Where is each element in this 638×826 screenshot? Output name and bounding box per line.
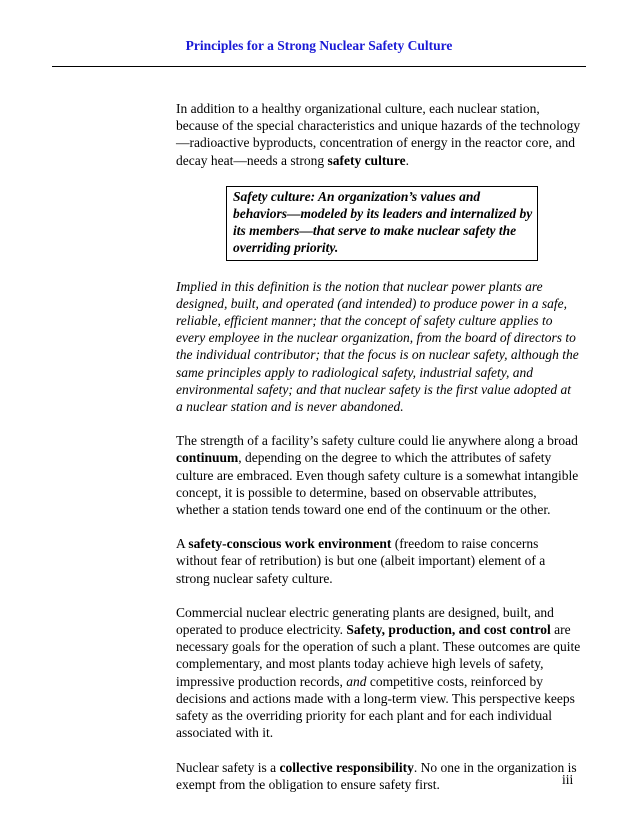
continuum-bold-term: continuum xyxy=(176,450,239,466)
goals-text-b: are necessary goals for the operation of such a plant. These outcomes are quite complementary, and most plants today achieve high levels of safety, impressive production records, xyxy=(176,622,581,689)
continuum-text-a: The strength of a facility’s safety culture could lie anywhere along a broad xyxy=(176,433,578,449)
goals-italic-term: and xyxy=(346,673,367,689)
continuum-paragraph xyxy=(176,432,581,518)
page-number: iii xyxy=(562,772,574,787)
responsibility-bold-term: collective responsibility xyxy=(279,759,414,775)
work-env-text-b: (freedom to raise concerns without fear of retribution) is but one (albeit important) element of a strong nuclear safety culture. xyxy=(176,536,546,586)
intro-tail: . xyxy=(405,152,409,168)
intro-text: In addition to a healthy organizational culture, each nuclear station, because of the special characteristics and unique hazards of the technology—radioactive byproducts, concentration of energy in the reactor core, and decay heat—needs a strong xyxy=(176,101,581,168)
work-env-bold-term: safety-conscious work environment xyxy=(188,536,392,552)
goals-text-c: competitive costs, reinforced by decisions and actions made with a long-term view. This perspective keeps safety as the overriding priority for each plant and for each individual associated with it. xyxy=(176,673,575,741)
work-env-text-a: A xyxy=(176,536,189,552)
page-body xyxy=(176,100,581,810)
goals-bold-term: Safety, production, and cost control xyxy=(346,622,551,638)
responsibility-paragraph xyxy=(176,759,581,793)
implication-paragraph: Implied in this definition is the notion that nuclear power plants are designed, built, and operated (and intended) to produce power in a safe, reliable, efficient manner; that the concept of safety culture applies to every employee in the nuclear organization, from the board of directors to the individual contributor; that the focus is on nuclear safety, although the same principles apply to radiological safety, industrial safety, and environmental safety; and that nuclear safety is the first value adopted at a nuclear station and is never abandoned. xyxy=(176,278,579,415)
goals-paragraph xyxy=(176,604,581,742)
work-environment-paragraph xyxy=(176,535,581,587)
intro-paragraph xyxy=(176,100,581,169)
definition-box: Safety culture: An organization’s values and behaviors—modeled by its leaders and internalized by its members—that serve to make nuclear safety the overriding priority. xyxy=(226,186,538,261)
header-rule xyxy=(52,66,586,67)
intro-bold-term: safety culture xyxy=(327,152,406,168)
responsibility-text-a: Nuclear safety is a xyxy=(176,759,280,775)
continuum-text-b: , depending on the degree to which the attributes of safety culture are embraced. Even though safety culture is a somewhat intangible concept, it is possible to determine, based on observable attributes, whether a station tends toward one end of the continuum or the other. xyxy=(176,450,579,518)
goals-text-a: Commercial nuclear electric generating plants are designed, built, and operated to produce electricity. xyxy=(176,604,554,638)
responsibility-text-b: . No one in the organization is exempt from the obligation to ensure safety first. xyxy=(176,759,577,792)
running-header: Principles for a Strong Nuclear Safety Culture xyxy=(185,38,453,53)
